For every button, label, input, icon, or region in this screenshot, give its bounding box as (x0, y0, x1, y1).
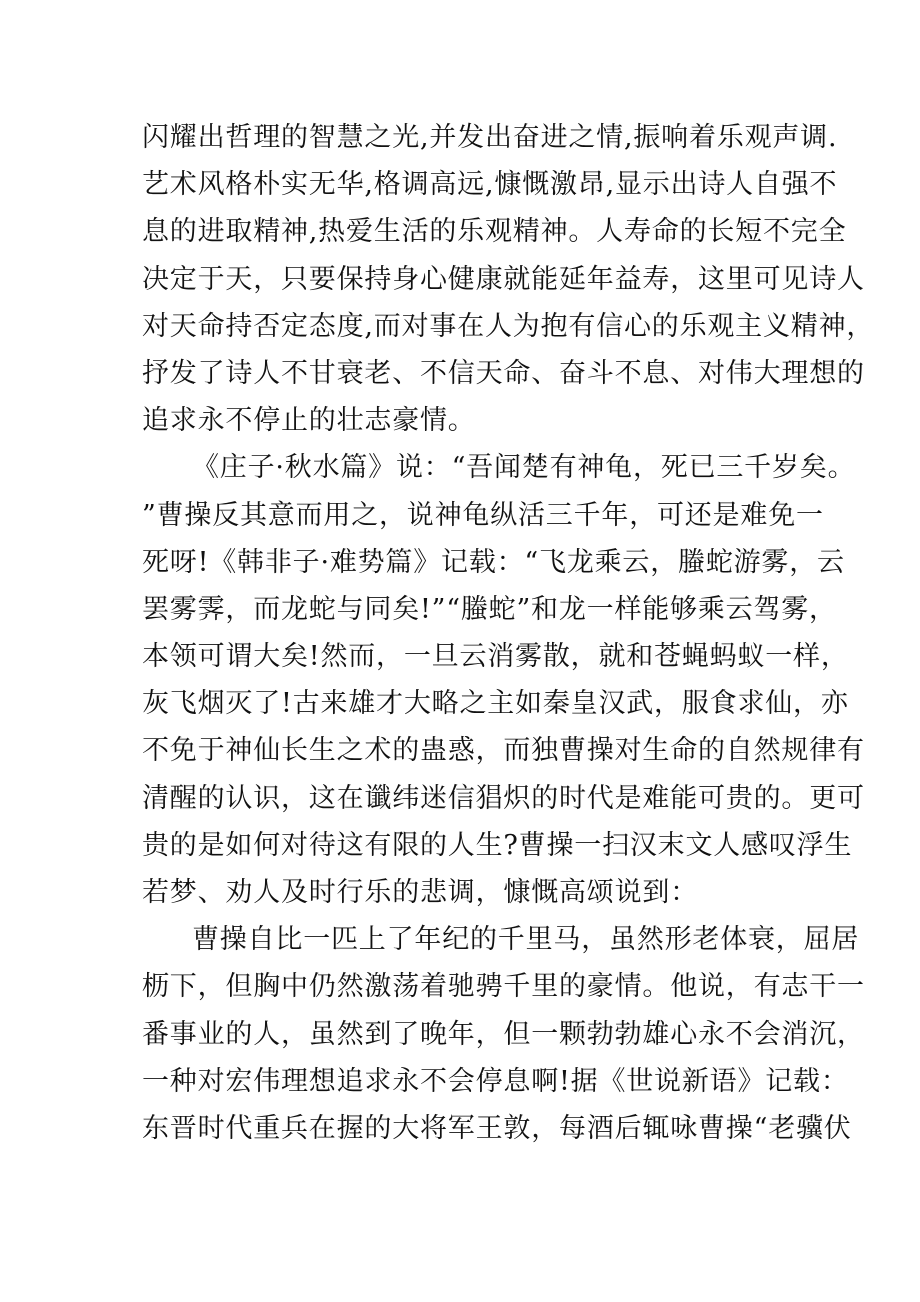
text-line: 决定于天，只要保持身心健康就能延年益寿，这里可见诗人 (142, 263, 865, 295)
paragraph-first-line: 曹操自比一匹上了年纪的千里马，虽然形老体衰，屈居 (192, 924, 860, 956)
body-text (142, 114, 875, 1152)
text-line: 若梦、劝人及时行乐的悲调，慷慨高颂说到： (142, 877, 698, 908)
text-line: 不免于神仙长生之术的蛊惑，而独曹操对生命的自然规律有 (142, 735, 865, 767)
text-line: 追求永不停止的壮志豪情。 (142, 405, 476, 437)
text-line: 番事业的人，虽然到了晚年，但一颗勃勃雄心永不会消沉， (142, 1018, 865, 1050)
text-line: 罢雾霁，而龙蛇与同矣!”“螣蛇”和龙一样能够乘云驾雾， (142, 593, 837, 625)
text-line: 对天命持否定态度,而对事在人为抱有信心的乐观主义精神， (142, 310, 875, 342)
text-line: 一种对宏伟理想追求永不会停息啊!据《世说新语》记载： (142, 1065, 849, 1097)
text-line: 抒发了诗人不甘衰老、不信天命、奋斗不息、对伟大理想的 (142, 357, 865, 389)
paragraph-first-line: 《庄子·秋水篇》说：“吾闻楚有神龟，死已三千岁矣。 (192, 452, 856, 484)
text-line: 东晋时代重兵在握的大将军王敦，每酒后辄咏曹操“老骥伏 (142, 1112, 852, 1144)
text-line: 清醒的认识，这在谶纬迷信猖炽的时代是难能可贵的。更可 (142, 782, 865, 814)
text-line: 灰飞烟灭了!古来雄才大略之主如秦皇汉武，服食求仙，亦 (142, 688, 849, 720)
text-line: 贵的是如何对待这有限的人生?曹操一扫汉末文人感叹浮生 (142, 829, 853, 861)
text-line: 本领可谓大矣!然而，一旦云消雾散，就和苍蝇蚂蚁一样， (142, 641, 849, 673)
text-line: 艺术风格朴实无华,格调高远,慷慨激昂,显示出诗人自强不 (142, 169, 838, 201)
text-line: 死呀!《韩非子·难势篇》记载：“飞龙乘云，螣蛇游雾，云 (142, 546, 845, 578)
text-line: 闪耀出哲理的智慧之光,并发出奋进之情,振响着乐观声调. (142, 122, 838, 153)
text-line: 息的进取精神,热爱生活的乐观精神。人寿命的长短不完全 (142, 216, 847, 248)
text-line: ”曹操反其意而用之，说神龟纵活三千年，可还是难免一 (142, 499, 824, 531)
text-line: 枥下，但胸中仍然激荡着驰骋千里的豪情。他说，有志干一 (142, 971, 865, 1003)
